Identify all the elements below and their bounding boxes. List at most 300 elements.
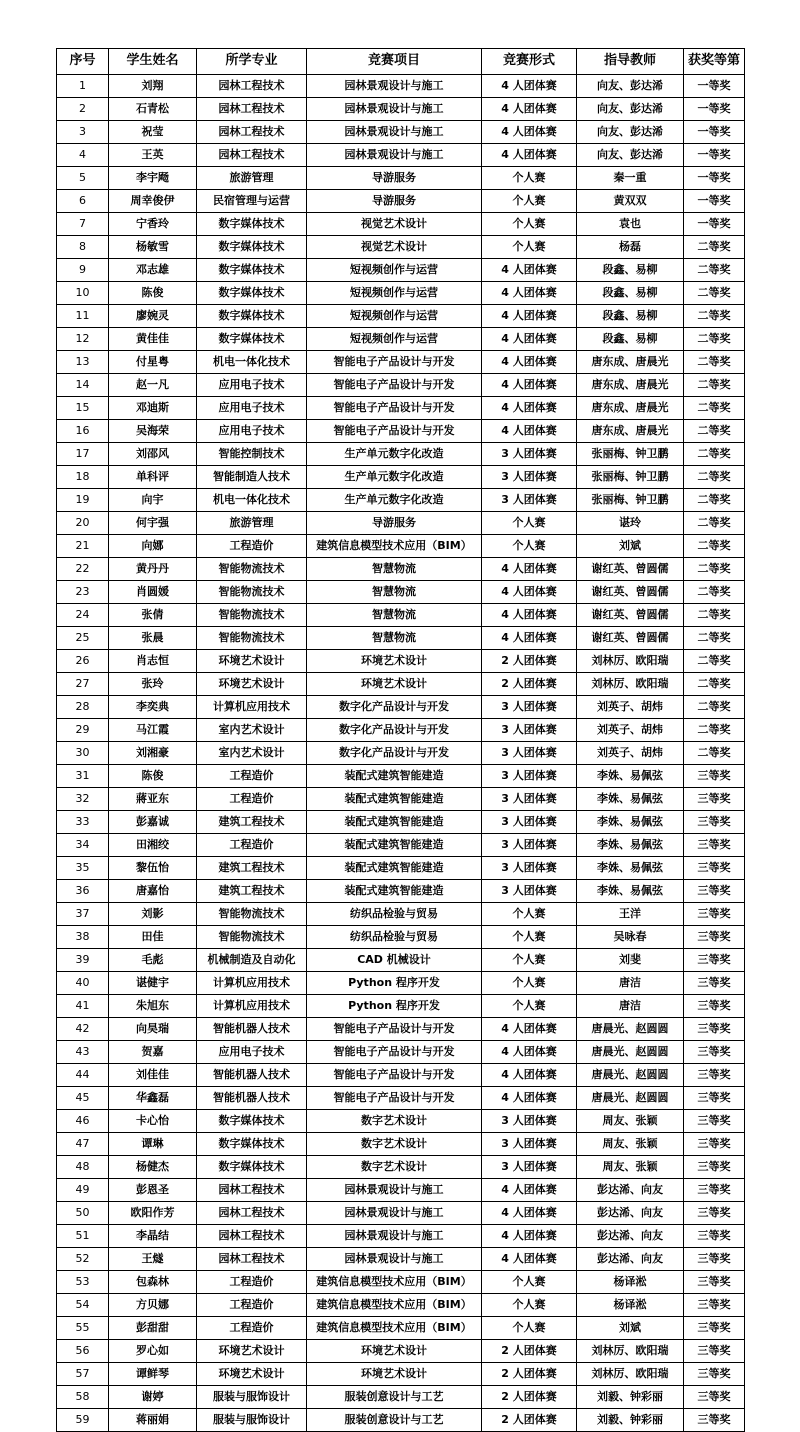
- cell-student-name: 王英: [109, 144, 197, 167]
- cell-advisor: 刘林厉、欧阳瑞: [577, 1363, 684, 1386]
- cell-competition-format: 4 人团体赛: [482, 328, 577, 351]
- cell-major: 机电一体化技术: [197, 489, 307, 512]
- cell-advisor: 张丽梅、钟卫鹏: [577, 489, 684, 512]
- cell-award-level: 一等奖: [684, 144, 745, 167]
- cell-competition-format: 4 人团体赛: [482, 259, 577, 282]
- cell-student-name: 杨健杰: [109, 1156, 197, 1179]
- table-row: [57, 213, 745, 236]
- cell-advisor: 彭达浠、向友: [577, 1248, 684, 1271]
- cell-competition-project: 导游服务: [307, 167, 482, 190]
- cell-competition-project: 数字化产品设计与开发: [307, 742, 482, 765]
- cell-competition-format: 4 人团体赛: [482, 121, 577, 144]
- table-row: [57, 673, 745, 696]
- cell-competition-project: 环境艺术设计: [307, 1340, 482, 1363]
- table-row: [57, 926, 745, 949]
- cell-award-level: 三等奖: [684, 1225, 745, 1248]
- cell-award-level: 三等奖: [684, 880, 745, 903]
- cell-index: 17: [57, 443, 109, 466]
- cell-student-name: 张玲: [109, 673, 197, 696]
- table-row: [57, 811, 745, 834]
- cell-student-name: 张倩: [109, 604, 197, 627]
- cell-competition-format: 2 人团体赛: [482, 650, 577, 673]
- table-row: [57, 351, 745, 374]
- cell-index: 48: [57, 1156, 109, 1179]
- cell-index: 57: [57, 1363, 109, 1386]
- column-header-student-name: 学生姓名: [109, 49, 197, 75]
- cell-award-level: 一等奖: [684, 167, 745, 190]
- cell-competition-project: Python 程序开发: [307, 972, 482, 995]
- cell-student-name: 彭嘉诚: [109, 811, 197, 834]
- cell-index: 9: [57, 259, 109, 282]
- cell-competition-project: 短视频创作与运营: [307, 259, 482, 282]
- cell-award-level: 三等奖: [684, 972, 745, 995]
- cell-award-level: 三等奖: [684, 1340, 745, 1363]
- cell-competition-format: 4 人团体赛: [482, 75, 577, 98]
- cell-index: 24: [57, 604, 109, 627]
- cell-competition-format: 4 人团体赛: [482, 397, 577, 420]
- table-row: [57, 581, 745, 604]
- cell-competition-project: 园林景观设计与施工: [307, 1202, 482, 1225]
- cell-award-level: 二等奖: [684, 259, 745, 282]
- cell-major: 智能物流技术: [197, 581, 307, 604]
- cell-index: 36: [57, 880, 109, 903]
- cell-competition-project: 纺织品检验与贸易: [307, 926, 482, 949]
- cell-student-name: 包森林: [109, 1271, 197, 1294]
- cell-advisor: 谢红英、曾圆儒: [577, 627, 684, 650]
- cell-advisor: 唐洁: [577, 995, 684, 1018]
- cell-award-level: 二等奖: [684, 282, 745, 305]
- cell-index: 45: [57, 1087, 109, 1110]
- cell-competition-project: 建筑信息模型技术应用（BIM）: [307, 1271, 482, 1294]
- cell-advisor: 袁也: [577, 213, 684, 236]
- cell-competition-format: 个人赛: [482, 190, 577, 213]
- table-row: [57, 1087, 745, 1110]
- cell-major: 机电一体化技术: [197, 351, 307, 374]
- table-row: [57, 604, 745, 627]
- cell-competition-format: 3 人团体赛: [482, 880, 577, 903]
- table-row: [57, 420, 745, 443]
- table-row: [57, 397, 745, 420]
- cell-student-name: 华鑫磊: [109, 1087, 197, 1110]
- cell-major: 数字媒体技术: [197, 213, 307, 236]
- cell-student-name: 马江霞: [109, 719, 197, 742]
- cell-award-level: 三等奖: [684, 1202, 745, 1225]
- cell-competition-format: 个人赛: [482, 926, 577, 949]
- cell-award-level: 二等奖: [684, 650, 745, 673]
- cell-advisor: 唐洁: [577, 972, 684, 995]
- cell-student-name: 谭琳: [109, 1133, 197, 1156]
- table-row: [57, 328, 745, 351]
- table-row: [57, 1363, 745, 1386]
- cell-student-name: 邓迪斯: [109, 397, 197, 420]
- cell-award-level: 二等奖: [684, 604, 745, 627]
- cell-index: 55: [57, 1317, 109, 1340]
- cell-major: 建筑工程技术: [197, 811, 307, 834]
- cell-index: 14: [57, 374, 109, 397]
- cell-index: 54: [57, 1294, 109, 1317]
- cell-advisor: 刘林厉、欧阳瑞: [577, 673, 684, 696]
- cell-competition-project: 园林景观设计与施工: [307, 1248, 482, 1271]
- cell-advisor: 周友、张颖: [577, 1110, 684, 1133]
- cell-advisor: 李姝、易佩弦: [577, 834, 684, 857]
- cell-student-name: 蔣亚东: [109, 788, 197, 811]
- cell-competition-format: 4 人团体赛: [482, 351, 577, 374]
- cell-competition-format: 3 人团体赛: [482, 857, 577, 880]
- cell-student-name: 石青松: [109, 98, 197, 121]
- table-row: [57, 282, 745, 305]
- cell-award-level: 一等奖: [684, 213, 745, 236]
- cell-major: 园林工程技术: [197, 144, 307, 167]
- cell-major: 园林工程技术: [197, 1179, 307, 1202]
- column-header-competition-project: 竞赛项目: [307, 49, 482, 75]
- cell-index: 25: [57, 627, 109, 650]
- cell-award-level: 三等奖: [684, 811, 745, 834]
- cell-student-name: 田佳: [109, 926, 197, 949]
- cell-index: 39: [57, 949, 109, 972]
- cell-award-level: 二等奖: [684, 696, 745, 719]
- cell-advisor: 刘斐: [577, 949, 684, 972]
- cell-major: 服装与服饰设计: [197, 1409, 307, 1432]
- cell-student-name: 陈俊: [109, 282, 197, 305]
- cell-competition-format: 2 人团体赛: [482, 1340, 577, 1363]
- cell-major: 园林工程技术: [197, 1202, 307, 1225]
- cell-competition-format: 4 人团体赛: [482, 604, 577, 627]
- cell-award-level: 三等奖: [684, 1156, 745, 1179]
- cell-award-level: 二等奖: [684, 489, 745, 512]
- cell-award-level: 三等奖: [684, 1317, 745, 1340]
- cell-student-name: 彭甜甜: [109, 1317, 197, 1340]
- cell-index: 5: [57, 167, 109, 190]
- cell-competition-project: 园林景观设计与施工: [307, 1179, 482, 1202]
- cell-major: 园林工程技术: [197, 75, 307, 98]
- cell-major: 数字媒体技术: [197, 305, 307, 328]
- cell-advisor: 唐东成、唐晨光: [577, 420, 684, 443]
- cell-student-name: 向娜: [109, 535, 197, 558]
- cell-competition-format: 3 人团体赛: [482, 489, 577, 512]
- cell-major: 计算机应用技术: [197, 972, 307, 995]
- cell-index: 4: [57, 144, 109, 167]
- table-header-row: [57, 49, 745, 75]
- cell-student-name: 方贝娜: [109, 1294, 197, 1317]
- cell-index: 21: [57, 535, 109, 558]
- cell-student-name: 肖志恒: [109, 650, 197, 673]
- cell-competition-project: 智慧物流: [307, 627, 482, 650]
- cell-advisor: 刘毅、钟彩丽: [577, 1409, 684, 1432]
- cell-major: 园林工程技术: [197, 1225, 307, 1248]
- cell-advisor: 向友、彭达浠: [577, 75, 684, 98]
- cell-advisor: 唐晨光、赵圆圆: [577, 1064, 684, 1087]
- cell-award-level: 二等奖: [684, 466, 745, 489]
- table-row: [57, 374, 745, 397]
- cell-award-level: 三等奖: [684, 926, 745, 949]
- cell-student-name: 肖圆媛: [109, 581, 197, 604]
- cell-index: 30: [57, 742, 109, 765]
- cell-index: 40: [57, 972, 109, 995]
- cell-award-level: 一等奖: [684, 98, 745, 121]
- table-row: [57, 466, 745, 489]
- cell-competition-project: 服装创意设计与工艺: [307, 1386, 482, 1409]
- cell-major: 智能物流技术: [197, 627, 307, 650]
- cell-award-level: 三等奖: [684, 1018, 745, 1041]
- table-row: [57, 696, 745, 719]
- table-row: [57, 1156, 745, 1179]
- cell-student-name: 赵一凡: [109, 374, 197, 397]
- cell-advisor: 吴咏春: [577, 926, 684, 949]
- cell-major: 建筑工程技术: [197, 880, 307, 903]
- cell-competition-format: 个人赛: [482, 995, 577, 1018]
- cell-advisor: 秦一重: [577, 167, 684, 190]
- cell-competition-format: 4 人团体赛: [482, 374, 577, 397]
- cell-student-name: 刘影: [109, 903, 197, 926]
- cell-index: 37: [57, 903, 109, 926]
- cell-competition-format: 个人赛: [482, 167, 577, 190]
- cell-index: 29: [57, 719, 109, 742]
- cell-award-level: 二等奖: [684, 719, 745, 742]
- cell-index: 31: [57, 765, 109, 788]
- cell-major: 室内艺术设计: [197, 719, 307, 742]
- table-row: [57, 1225, 745, 1248]
- cell-student-name: 田湘绞: [109, 834, 197, 857]
- cell-index: 2: [57, 98, 109, 121]
- column-header-advisor: 指导教师: [577, 49, 684, 75]
- cell-competition-project: 服装创意设计与工艺: [307, 1409, 482, 1432]
- cell-advisor: 刘林厉、欧阳瑞: [577, 1340, 684, 1363]
- cell-advisor: 谢红英、曾圆儒: [577, 581, 684, 604]
- table-row: [57, 1409, 745, 1432]
- cell-competition-project: 园林景观设计与施工: [307, 144, 482, 167]
- cell-student-name: 贺嘉: [109, 1041, 197, 1064]
- table-row: [57, 1340, 745, 1363]
- cell-award-level: 二等奖: [684, 328, 745, 351]
- cell-index: 59: [57, 1409, 109, 1432]
- cell-advisor: 刘英子、胡炜: [577, 719, 684, 742]
- table-row: [57, 834, 745, 857]
- cell-competition-project: 环境艺术设计: [307, 650, 482, 673]
- cell-major: 园林工程技术: [197, 121, 307, 144]
- cell-competition-format: 3 人团体赛: [482, 696, 577, 719]
- cell-major: 环境艺术设计: [197, 673, 307, 696]
- table-row: [57, 190, 745, 213]
- cell-competition-project: 短视频创作与运营: [307, 305, 482, 328]
- cell-competition-project: 建筑信息模型技术应用（BIM）: [307, 1317, 482, 1340]
- cell-advisor: 谢红英、曾圆儒: [577, 558, 684, 581]
- cell-award-level: 三等奖: [684, 1087, 745, 1110]
- cell-major: 工程造价: [197, 1271, 307, 1294]
- cell-competition-format: 4 人团体赛: [482, 420, 577, 443]
- cell-student-name: 何宇强: [109, 512, 197, 535]
- cell-competition-project: 装配式建筑智能建造: [307, 765, 482, 788]
- cell-advisor: 段鑫、易柳: [577, 282, 684, 305]
- table-row: [57, 627, 745, 650]
- cell-advisor: 王洋: [577, 903, 684, 926]
- cell-index: 18: [57, 466, 109, 489]
- cell-student-name: 唐嘉怡: [109, 880, 197, 903]
- cell-competition-format: 个人赛: [482, 903, 577, 926]
- cell-competition-format: 3 人团体赛: [482, 466, 577, 489]
- cell-index: 12: [57, 328, 109, 351]
- table-row: [57, 1064, 745, 1087]
- cell-competition-format: 2 人团体赛: [482, 673, 577, 696]
- cell-competition-format: 个人赛: [482, 1317, 577, 1340]
- cell-award-level: 三等奖: [684, 1386, 745, 1409]
- cell-award-level: 二等奖: [684, 558, 745, 581]
- cell-competition-format: 个人赛: [482, 1294, 577, 1317]
- cell-major: 工程造价: [197, 765, 307, 788]
- cell-advisor: 李姝、易佩弦: [577, 811, 684, 834]
- cell-award-level: 二等奖: [684, 236, 745, 259]
- cell-index: 58: [57, 1386, 109, 1409]
- cell-student-name: 张晨: [109, 627, 197, 650]
- cell-award-level: 二等奖: [684, 627, 745, 650]
- cell-index: 47: [57, 1133, 109, 1156]
- cell-major: 民宿管理与运营: [197, 190, 307, 213]
- cell-award-level: 三等奖: [684, 1271, 745, 1294]
- cell-major: 应用电子技术: [197, 1041, 307, 1064]
- cell-index: 8: [57, 236, 109, 259]
- cell-competition-project: 智慧物流: [307, 558, 482, 581]
- cell-competition-project: 智能电子产品设计与开发: [307, 1064, 482, 1087]
- table-row: [57, 489, 745, 512]
- cell-advisor: 唐东成、唐晨光: [577, 351, 684, 374]
- cell-advisor: 唐晨光、赵圆圆: [577, 1041, 684, 1064]
- cell-index: 7: [57, 213, 109, 236]
- cell-award-level: 一等奖: [684, 190, 745, 213]
- table-row: [57, 535, 745, 558]
- cell-award-level: 三等奖: [684, 834, 745, 857]
- cell-competition-project: 智能电子产品设计与开发: [307, 1087, 482, 1110]
- table-row: [57, 1133, 745, 1156]
- cell-advisor: 杨译淞: [577, 1271, 684, 1294]
- cell-award-level: 二等奖: [684, 673, 745, 696]
- cell-index: 3: [57, 121, 109, 144]
- table-row: [57, 512, 745, 535]
- cell-major: 智能物流技术: [197, 926, 307, 949]
- cell-award-level: 三等奖: [684, 1133, 745, 1156]
- cell-student-name: 廖婉灵: [109, 305, 197, 328]
- cell-student-name: 朱旭东: [109, 995, 197, 1018]
- cell-major: 智能机器人技术: [197, 1064, 307, 1087]
- cell-index: 33: [57, 811, 109, 834]
- cell-student-name: 刘邵风: [109, 443, 197, 466]
- cell-advisor: 段鑫、易柳: [577, 305, 684, 328]
- cell-competition-format: 4 人团体赛: [482, 1018, 577, 1041]
- cell-student-name: 谢婷: [109, 1386, 197, 1409]
- cell-competition-format: 4 人团体赛: [482, 627, 577, 650]
- cell-advisor: 彭达浠、向友: [577, 1225, 684, 1248]
- cell-competition-format: 3 人团体赛: [482, 1133, 577, 1156]
- cell-major: 计算机应用技术: [197, 995, 307, 1018]
- cell-index: 49: [57, 1179, 109, 1202]
- cell-award-level: 二等奖: [684, 742, 745, 765]
- cell-competition-format: 4 人团体赛: [482, 558, 577, 581]
- cell-index: 51: [57, 1225, 109, 1248]
- cell-index: 6: [57, 190, 109, 213]
- cell-competition-format: 2 人团体赛: [482, 1363, 577, 1386]
- table-row: [57, 75, 745, 98]
- cell-award-level: 三等奖: [684, 1294, 745, 1317]
- cell-major: 环境艺术设计: [197, 1363, 307, 1386]
- cell-advisor: 杨译淞: [577, 1294, 684, 1317]
- cell-student-name: 周幸俊伊: [109, 190, 197, 213]
- cell-index: 23: [57, 581, 109, 604]
- cell-advisor: 唐东成、唐晨光: [577, 397, 684, 420]
- cell-major: 智能物流技术: [197, 903, 307, 926]
- cell-advisor: 周友、张颖: [577, 1156, 684, 1179]
- cell-award-level: 一等奖: [684, 121, 745, 144]
- cell-major: 工程造价: [197, 1317, 307, 1340]
- cell-competition-format: 4 人团体赛: [482, 1248, 577, 1271]
- cell-award-level: 三等奖: [684, 1248, 745, 1271]
- cell-major: 室内艺术设计: [197, 742, 307, 765]
- table-row: [57, 650, 745, 673]
- cell-advisor: 谌玲: [577, 512, 684, 535]
- cell-major: 旅游管理: [197, 512, 307, 535]
- cell-award-level: 二等奖: [684, 512, 745, 535]
- cell-competition-format: 3 人团体赛: [482, 1110, 577, 1133]
- cell-advisor: 段鑫、易柳: [577, 328, 684, 351]
- cell-major: 环境艺术设计: [197, 650, 307, 673]
- table-row: [57, 949, 745, 972]
- cell-competition-project: CAD 机械设计: [307, 949, 482, 972]
- cell-student-name: 卡心怡: [109, 1110, 197, 1133]
- cell-competition-project: 导游服务: [307, 512, 482, 535]
- cell-competition-project: 数字化产品设计与开发: [307, 719, 482, 742]
- cell-advisor: 杨磊: [577, 236, 684, 259]
- cell-competition-format: 个人赛: [482, 236, 577, 259]
- cell-index: 13: [57, 351, 109, 374]
- cell-student-name: 宁香玲: [109, 213, 197, 236]
- cell-advisor: 张丽梅、钟卫鹏: [577, 443, 684, 466]
- cell-major: 智能机器人技术: [197, 1018, 307, 1041]
- cell-competition-format: 4 人团体赛: [482, 1179, 577, 1202]
- cell-advisor: 谢红英、曾圆儒: [577, 604, 684, 627]
- cell-major: 园林工程技术: [197, 1248, 307, 1271]
- cell-index: 1: [57, 75, 109, 98]
- cell-advisor: 李姝、易佩弦: [577, 857, 684, 880]
- cell-competition-project: 智慧物流: [307, 581, 482, 604]
- cell-competition-format: 3 人团体赛: [482, 811, 577, 834]
- cell-award-level: 三等奖: [684, 1363, 745, 1386]
- cell-advisor: 刘英子、胡炜: [577, 742, 684, 765]
- cell-major: 工程造价: [197, 834, 307, 857]
- cell-major: 智能物流技术: [197, 604, 307, 627]
- column-header-major: 所学专业: [197, 49, 307, 75]
- cell-student-name: 杨敏雪: [109, 236, 197, 259]
- cell-award-level: 一等奖: [684, 75, 745, 98]
- cell-competition-format: 3 人团体赛: [482, 834, 577, 857]
- table-row: [57, 236, 745, 259]
- cell-student-name: 黄佳佳: [109, 328, 197, 351]
- table-row: [57, 1271, 745, 1294]
- table-row: [57, 1041, 745, 1064]
- cell-advisor: 张丽梅、钟卫鹏: [577, 466, 684, 489]
- cell-competition-project: 园林景观设计与施工: [307, 1225, 482, 1248]
- cell-advisor: 刘斌: [577, 1317, 684, 1340]
- cell-competition-project: 装配式建筑智能建造: [307, 857, 482, 880]
- cell-major: 工程造价: [197, 1294, 307, 1317]
- cell-competition-format: 3 人团体赛: [482, 742, 577, 765]
- cell-competition-format: 3 人团体赛: [482, 1156, 577, 1179]
- table-row: [57, 1294, 745, 1317]
- table-row: [57, 903, 745, 926]
- cell-competition-project: 智能电子产品设计与开发: [307, 1018, 482, 1041]
- cell-award-level: 三等奖: [684, 1041, 745, 1064]
- cell-competition-format: 4 人团体赛: [482, 1087, 577, 1110]
- cell-index: 43: [57, 1041, 109, 1064]
- cell-index: 22: [57, 558, 109, 581]
- cell-award-level: 二等奖: [684, 535, 745, 558]
- cell-competition-project: 数字艺术设计: [307, 1156, 482, 1179]
